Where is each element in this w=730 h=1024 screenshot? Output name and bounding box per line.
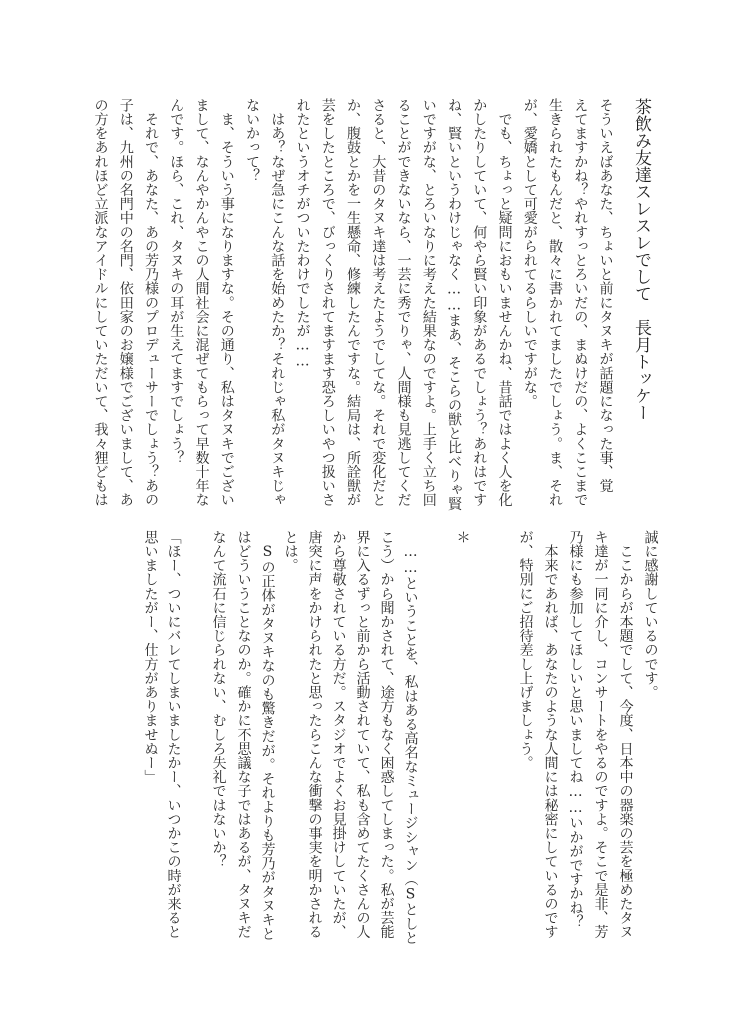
- text-line: が、特別にご招待差し上げましょう。: [517, 530, 534, 770]
- text-line: Sの正体がタヌキなのも驚きだが。それよりも芳乃がタヌキと: [259, 530, 276, 941]
- text-line: の方をあれほど立派なアイドルにしていただいて、我々狸どもは: [92, 98, 109, 507]
- text-line: いですがな、とろいなりに考えた結果なのですよ。上手く立ち回: [420, 98, 437, 507]
- text-line: まして、なんやかんやこの人間社会に混ぜてもらって早数十年な: [193, 98, 210, 507]
- section-break-asterisk: ＊: [454, 516, 471, 545]
- text-line: そういえばあなた、ちょいと前にタヌキが話題になった事、覚: [597, 98, 614, 493]
- text-line: ま、そういう事になりますな。その通り、私はタヌキでござい: [218, 98, 235, 507]
- text-line: それで、あなた、あの芳乃様のプロデューサーでしょう？あの: [143, 98, 159, 507]
- text-line: はあ？なぜ急にこんな話を始めたか？それじゃ私がタヌキじゃ: [269, 98, 286, 507]
- text-line: ないかって？: [244, 98, 260, 183]
- text-line: かしたりしていて、何やら賢い印象があるでしょう？あれはです: [471, 98, 488, 507]
- text-line: が、愛嬌として可愛がられてるらしいですがな。: [521, 98, 538, 409]
- text-line: 生きられたもんだと、散々に書かれてましたでしょう。ま、それ: [547, 98, 563, 507]
- text-line: か、腹鼓とかを一生懸命、修練したんですな。結局は、所詮獣が: [345, 98, 361, 507]
- text-line: 子は、九州の名門中の名門、依田家のお嬢様でございまして、あ: [117, 98, 134, 507]
- text-line: 界に入るずっと前から活動されていて、私も含めてたくさんの人: [354, 530, 371, 939]
- text-line: こう）から聞かされて、途方もなく困惑してしまった。私が芸能: [378, 530, 395, 939]
- text-line: れたというオチがついたわけでしたが……: [294, 98, 311, 370]
- text-line: ることができないなら、一芸に秀でりゃ、人間様も見逃してくだ: [395, 98, 412, 507]
- text-line: 思いましたがー、仕方がありませぬー」: [142, 530, 159, 784]
- text-line: さると、大昔のタヌキ達は考えたようでしてな。それで変化だと: [370, 98, 387, 507]
- text-line: 乃様にも参加してほしいと思いましてね……いかがですかね？: [567, 530, 584, 929]
- text-line: ここからが本題でして、今度、日本中の器楽の芸を極めたタヌ: [617, 530, 634, 939]
- text-line: でも、ちょっと疑問におもいませんかね、昔話ではよく人を化: [496, 98, 513, 507]
- text-line: はどういうことなのか。確かに不思議な子ではあるが、タヌキだ: [235, 530, 252, 939]
- text-line: なんて流石に信じられない、むしろ失礼ではないか？: [210, 530, 227, 869]
- text-line: えてますかね？やれすっとろいだの、まぬけだの、よくここまで: [572, 98, 589, 507]
- text-line: 芸をしたところで、びっくりされてますます恐ろしいやつ扱いさ: [319, 98, 336, 507]
- text-line: ……ということを、私はある高名なミュージシャン（Sとしと: [402, 530, 419, 945]
- text-line: とは。: [282, 530, 299, 573]
- text-line: んです。ほら、これ、タヌキの耳が生えてますでしょう？: [168, 98, 185, 465]
- story-title: 茶飲み友達スレスレでして 長月トッケー: [631, 98, 651, 421]
- text-line: キ達が一同に介し、コンサートをやるのですよ。そこで是非、芳: [592, 530, 609, 939]
- text-line: 本来であれば、あなたのような人間には秘密にしているのです: [542, 530, 559, 939]
- text-line: 誠に感謝しているのです。: [642, 530, 659, 700]
- text-line: から尊敬されている方だ。スタジオでよくお見掛けしていたが、: [330, 530, 347, 939]
- text-line: 唐突に声をかけられたと思ったらこんな衝撃の事実を明かされる: [306, 530, 323, 939]
- text-line: ね、賢いというわけじゃなく……まあ、そこらの獣と比べりゃ賢: [446, 98, 462, 511]
- text-line: 「ほー、ついにバレてしまいましたかー、いつかこの時が来ると: [165, 530, 182, 939]
